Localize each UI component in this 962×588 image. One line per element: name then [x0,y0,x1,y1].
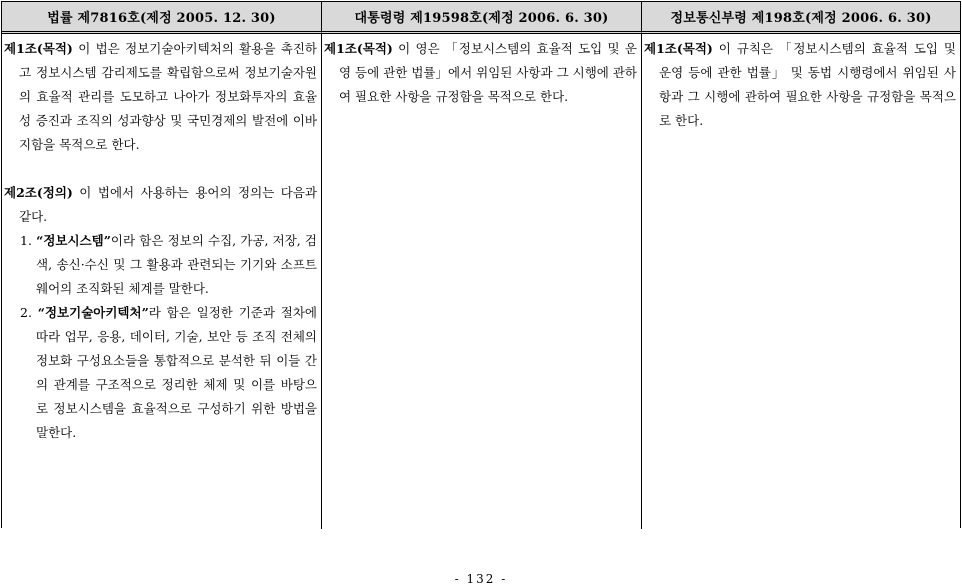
law-article-1-title: 제1조(목적) [4,41,73,56]
decree-column [322,34,642,529]
law-article-1-body: 이 법은 정보기술아키텍처의 활용을 촉진하고 정보시스템 감리제도를 확립함으로써 정보기술자원의 효율적 관리를 도모하고 나아가 정보화투자의 효율성 증진과 조직의 성과향상 및 국민경제의 발전에 이바지함을 목적으로 한다. [19,41,317,152]
law-article-2-item-1 [2,229,321,301]
ordinance-article-1-title: 제1조(목적) [644,41,713,56]
decree-article-1-body: 이 영은 「정보시스템의 효율적 도입 및 운영 등에 관한 법률」에서 위임된 사항과 그 시행에 관하여 필요한 사항을 규정함을 목적으로 한다. [339,41,637,104]
law-article-2 [2,181,321,229]
header-decree: 대통령령 제19598호(제정 2006. 6. 30) [322,2,642,34]
ordinance-column [642,34,960,529]
decree-article-1-title: 제1조(목적) [324,41,393,56]
law-article-2-title: 제2조(정의) [4,185,73,200]
law-article-1 [2,37,321,157]
item-body: 이라 함은 정보의 수집, 가공, 저장, 검색, 송신·수신 및 그 활용과 관련되는 기기와 소프트웨어의 조직화된 체계를 말한다. [36,233,318,296]
item-number: 1. [20,233,32,248]
item-term: “정보기술아키텍처” [37,305,149,320]
header-law: 법률 제7816호(제정 2005. 12. 30) [2,2,322,34]
page-number: - 132 - [454,572,508,586]
law-article-2-item-2 [2,301,321,445]
law-article-2-body: 이 법에서 사용하는 용어의 정의는 다음과 같다. [19,185,317,224]
item-body: 라 함은 일정한 기준과 절차에 따라 업무, 응용, 데이터, 기술, 보안 등 조직 전체의 정보화 구성요소들을 통합적으로 분석한 뒤 이들 간의 관계를 구조적으로 정리한 체제 및 이를 바탕으로 정보시스템을 효율적으로 구성하기 위한 방법을 말한다. [36,305,317,440]
ordinance-article-1 [642,37,960,133]
ordinance-article-1-body: 이 규칙은 「정보시스템의 효율적 도입 및 운영 등에 관한 법률」 및 동법 시행령에서 위임된 사항과 그 시행에 관하여 필요한 사항을 규정함을 목적으로 한다. [659,41,956,128]
item-number: 2. [20,305,32,320]
law-comparison-table [1,1,961,528]
decree-article-1 [322,37,641,109]
law-column [2,34,322,529]
header-ordinance: 정보통신부령 제198호(제정 2006. 6. 30) [642,2,960,34]
item-term: “정보시스템” [36,233,111,248]
